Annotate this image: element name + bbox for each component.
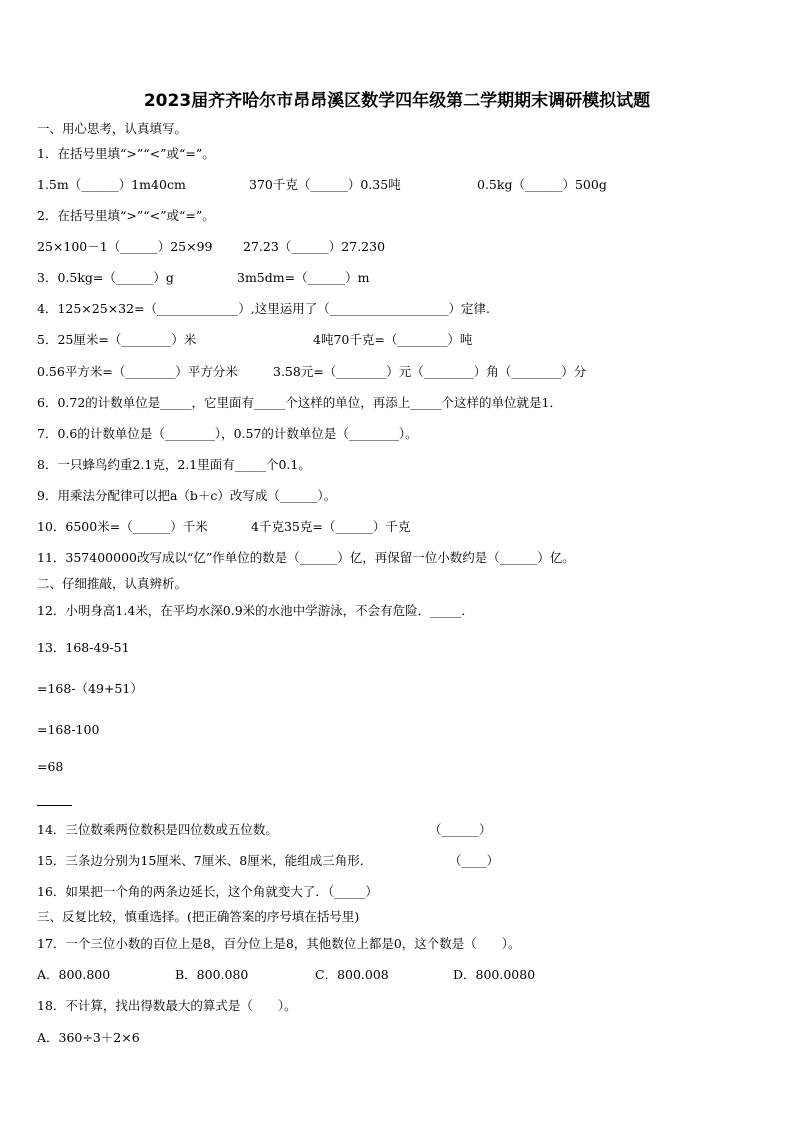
q5-d: 3.58元=（________）元（________）角（________）分 <box>273 364 587 379</box>
q9: 9．用乘法分配律可以把a（b＋c）改写成（______）。 <box>37 488 337 503</box>
q3-b: 3m5dm=（______）m <box>237 270 370 285</box>
q5-c: 0.56平方米=（________）平方分米 <box>37 364 238 379</box>
q6: 6．0.72的计数单位是_____，它里面有_____个这样的单位，再添上_____个这样的单位就是1． <box>37 395 562 410</box>
q13-line-2: =168-（49+51） <box>37 681 143 696</box>
q17-option-c: C．800.008 <box>315 967 389 982</box>
q2-b: 27.23（______）27.230 <box>243 239 386 254</box>
q13-line-3: =168-100 <box>37 722 100 737</box>
q7: 7．0.6的计数单位是（________），0.57的计数单位是（________）。 <box>37 426 418 441</box>
q15-text: 15．三条边分别为15厘米、7厘米、8厘米，能组成三角形． <box>37 853 373 868</box>
q1-c: 0.5kg（______）500g <box>477 177 607 192</box>
q17-stem: 17．一个三位小数的百位上是8，百分位上是8，其他数位上都是0，这个数是（ ）。 <box>37 936 521 951</box>
q3-a: 3．0.5kg=（______）g <box>37 270 174 285</box>
q1-b: 370千克（______）0.35吨 <box>249 177 401 192</box>
q5-b: 4吨70千克=（________）吨 <box>313 332 473 347</box>
section-3-heading: 三、反复比较，慎重选择。(把正确答案的序号填在括号里) <box>37 909 360 924</box>
page-title: 2023届齐齐哈尔市昂昂溪区数学四年级第二学期期末调研模拟试题 <box>143 91 651 111</box>
q17-option-d: D．800.0080 <box>453 967 536 982</box>
q15-blank: （____） <box>449 853 500 868</box>
q13-line-4: =68 <box>37 759 64 774</box>
q5-a: 5．25厘米=（________）米 <box>37 332 197 347</box>
q1-stem: 1．在括号里填“>”“<”或“=”。 <box>37 146 215 161</box>
q10-a: 10．6500米=（______）千米 <box>37 519 208 534</box>
q11: 11．357400000改写成以“亿”作单位的数是（______）亿，再保留一位小数约是（______）亿。 <box>37 550 575 565</box>
q16: 16．如果把一个角的两条边延长，这个角就变大了．（_____） <box>37 884 378 899</box>
q2-a: 25×100－1（______）25×99 <box>37 239 213 254</box>
q18-stem: 18．不计算，找出得数最大的算式是（ ）。 <box>37 998 297 1013</box>
q14-text: 14．三位数乘两位数积是四位数或五位数。 <box>37 822 278 837</box>
q14-blank: （______） <box>429 822 492 837</box>
q4: 4．125×25×32=（_____________）,这里运用了（___________________）定律. <box>37 301 490 316</box>
q18-option-a: A．360÷3＋2×6 <box>37 1030 140 1045</box>
q12: 12．小明身高1.4米，在平均水深0.9米的水池中学游泳，不会有危险．_____． <box>37 603 474 618</box>
q13-answer-line <box>37 805 72 806</box>
section-1-heading: 一、用心思考，认真填写。 <box>37 121 188 136</box>
q13-line-1: 13．168-49-51 <box>37 640 130 655</box>
q8: 8．一只蜂鸟约重2.1克，2.1里面有_____个0.1。 <box>37 457 311 472</box>
section-2-heading: 二、仔细推敲，认真辨析。 <box>37 576 188 591</box>
q10-b: 4千克35克=（______）千克 <box>251 519 411 534</box>
q17-option-a: A．800.800 <box>37 967 111 982</box>
q2-stem: 2．在括号里填“>”“<”或“=”。 <box>37 208 215 223</box>
q17-option-b: B．800.080 <box>175 967 249 982</box>
q1-a: 1.5m（______）1m40cm <box>37 177 186 192</box>
